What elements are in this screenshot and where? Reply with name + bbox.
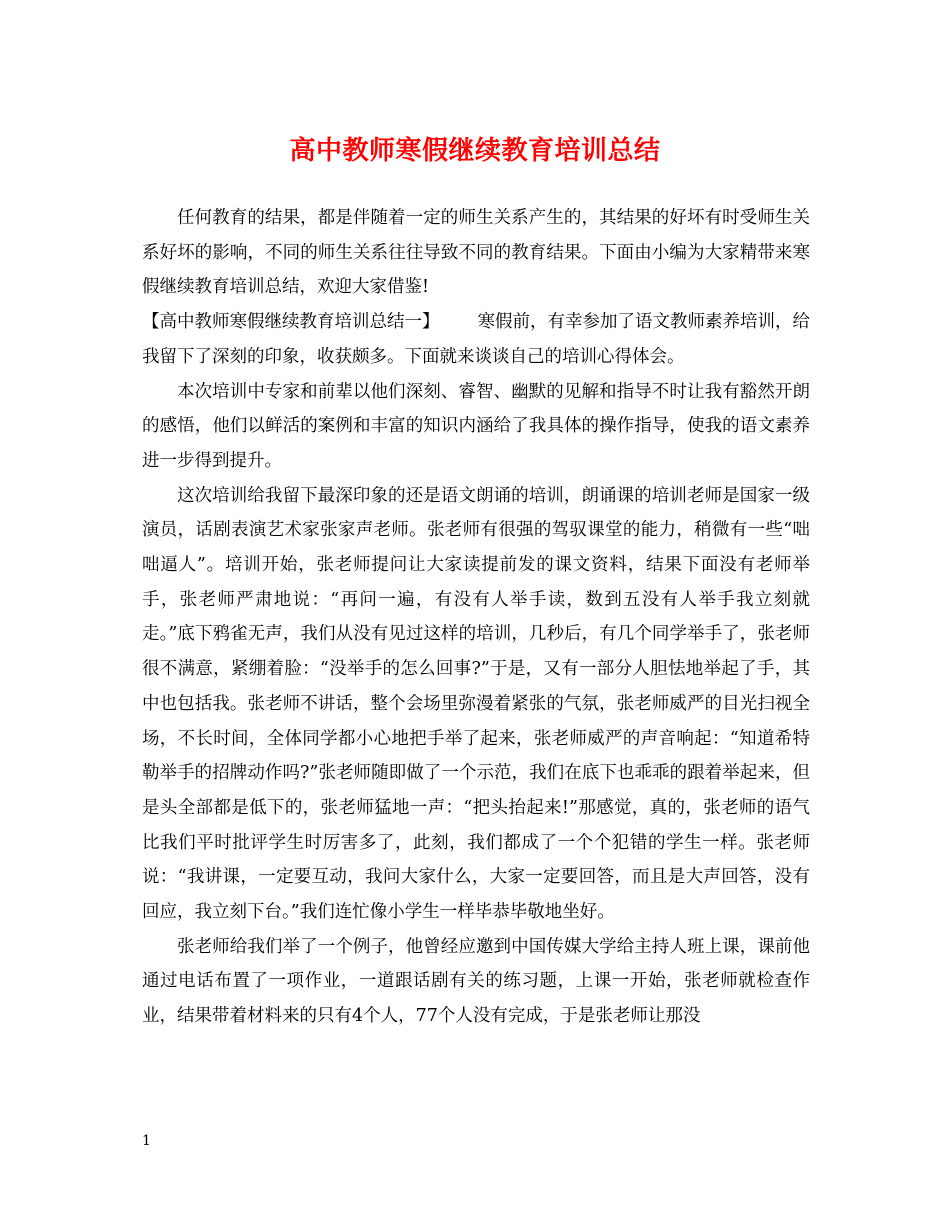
page-number: 1: [142, 1133, 151, 1149]
paragraph-4: 张老师给我们举了一个例子，他曾经应邀到中国传媒大学给主持人班上课，课前他通过电话布置了一项作业，一道跟话剧有关的练习题，上课一开始，张老师就检查作业，结果带着材料来的只有4个人，77个人没有完成，于是张老师让那没: [142, 936, 810, 1027]
intro-paragraph: 任何教育的结果，都是伴随着一定的师生关系产生的，其结果的好坏有时受师生关系好坏的影响，不同的师生关系往往导致不同的教育结果。下面由小编为大家精带来寒假继续教育培训总结，欢迎大家借鉴!: [142, 208, 810, 298]
section-first-text: 寒假前，有幸参加了语文教师素养培训，给我留下了深刻的印象，收获颇多。下面就来谈谈自己的培训心得体会。: [142, 312, 810, 367]
section-heading: 【高中教师寒假继续教育培训总结一】: [142, 312, 440, 333]
document-title: 高中教师寒假继续教育培训总结: [289, 136, 661, 166]
section-paragraph-1: [142, 305, 810, 374]
paragraph-3: 这次培训给我留下最深印象的还是语文朗诵的培训，朗诵课的培训老师是国家一级演员，话剧表演艺术家张家声老师。张老师有很强的驾驭课堂的能力，稍微有一些“咄咄逼人”。培训开始，张老师提问让大家读提前发的课文资料，结果下面没有老师举手，张老师严肃地说：“再问一遍，有没有人举手读，数到五没有人举手我立刻就走。”底下鸦雀无声，我们从没有见过这样的培训，几秒后，有几个同学举手了，张老师很不满意，紧绷着脸：“没举手的怎么回事?”于是，又有一部分人胆怯地举起了手，其中也包括我。张老师不讲话，整个会场里弥漫着紧张的气氛，张老师威严的目光扫视全场，不长时间，全体同学都小心地把手举了起来，张老师威严的声音响起：“知道希特勒举手的招牌动作吗?”张老师随即做了一个示范，我们在底下也乖乖的跟着举起来，但是头全部都是低下的，张老师猛地一声：“把头抬起来!”那感觉，真的，张老师的语气比我们平时批评学生时厉害多了，此刻，我们都成了一个个犯错的学生一样。张老师说：“我讲课，一定要互动，我问大家什么，大家一定要回答，而且是大声回答，没有回应，我立刻下台。”我们连忙像小学生一样毕恭毕敬地坐好。: [142, 485, 810, 923]
paragraph-2: 本次培训中专家和前辈以他们深刻、睿智、幽默的见解和指导不时让我有豁然开朗的感悟，他们以鲜活的案例和丰富的知识内涵给了我具体的操作指导，使我的语文素养进一步得到提升。: [142, 381, 810, 471]
document-body: [142, 201, 810, 1034]
